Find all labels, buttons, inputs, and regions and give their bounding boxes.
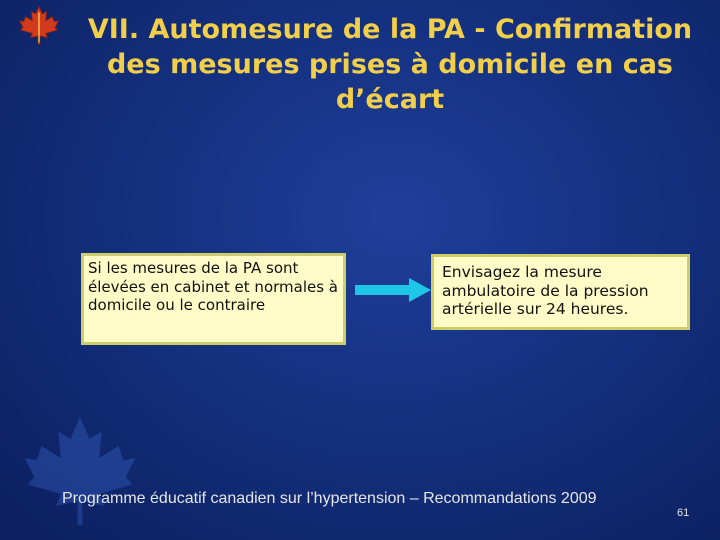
maple-leaf-watermark-icon [20, 410, 140, 530]
condition-box: Si les mesures de la PA sont élevées en cabinet et normales à domicile ou le contraire [81, 253, 346, 345]
footer-text: Programme éducatif canadien sur l’hypertension – Recommandations 2009 [62, 490, 597, 507]
page-number: 61 [677, 507, 690, 519]
action-box: Envisagez la mesure ambulatoire de la pression artérielle sur 24 heures. [431, 254, 690, 330]
arrow-right-icon [355, 278, 431, 302]
slide-title: VII. Automesure de la PA - Confirmation des mesures prises à domicile en cas d’écart [87, 14, 693, 115]
maple-leaf-logo-icon [18, 4, 60, 46]
